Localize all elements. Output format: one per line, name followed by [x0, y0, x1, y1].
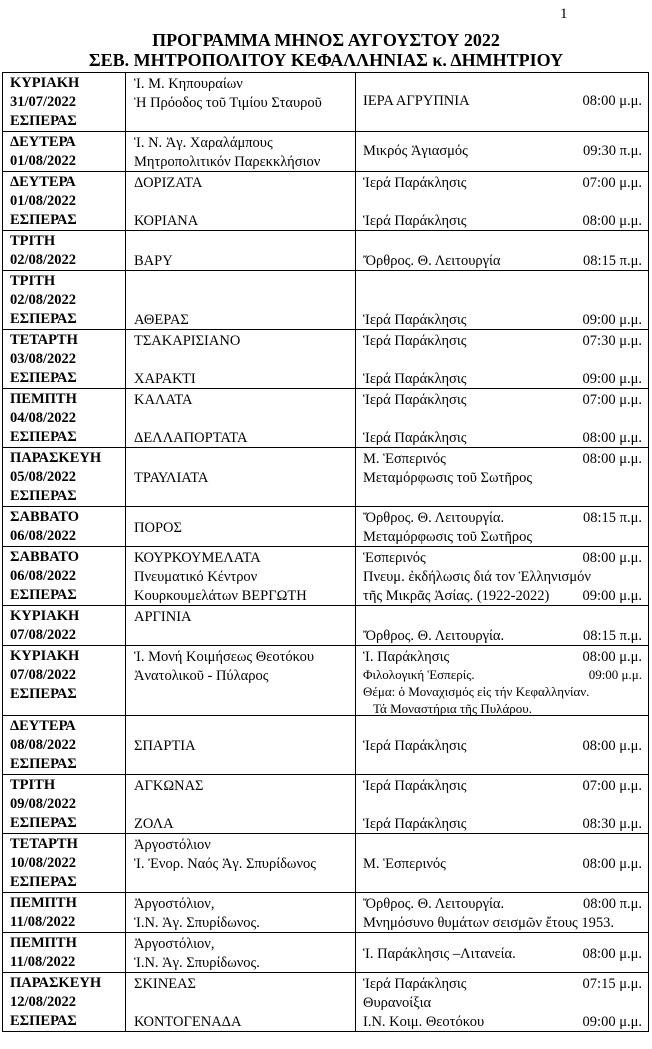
event-description: Ἱ. Παράκλησις –Λιτανεία. — [363, 945, 516, 962]
event-description: Ἱερά Παράκλησις — [363, 333, 467, 349]
weekday: ΠΑΡΑΣΚΕΥΗ — [10, 450, 102, 466]
place-line: ΤΡΑΥΛΙΑΤΑ — [134, 470, 209, 486]
day-cell — [3, 547, 126, 606]
event-line — [363, 855, 642, 874]
event-time: 08:00 μ.μ. — [582, 649, 642, 665]
event-time: 08:30 μ.μ. — [582, 816, 642, 832]
place-cell — [126, 893, 356, 933]
place-cell — [126, 646, 356, 716]
document-title: ΠΡΟΓΡΑΜΜΑ ΜΗΝΟΣ ΑΥΓΟΥΣΤΟΥ 2022 — [152, 30, 500, 50]
weekday: ΤΡΙΤΗ — [10, 777, 56, 793]
date: 10/08/2022 — [10, 855, 77, 871]
weekday: ΤΡΙΤΗ — [10, 273, 56, 289]
date: 06/08/2022 — [10, 528, 77, 544]
day-cell — [3, 73, 126, 132]
place-cell — [126, 172, 356, 231]
event-line — [363, 311, 642, 330]
event-cell — [356, 389, 649, 448]
day-cell — [3, 507, 126, 547]
schedule-row — [3, 834, 649, 893]
date: 02/08/2022 — [10, 292, 77, 308]
evening-label: ΕΣΠΕΡΑΣ — [10, 587, 77, 603]
event-time: 08:00 π.μ. — [583, 896, 642, 912]
event-description: Ἱερά Παράκλησις — [363, 430, 467, 446]
evening-label: ΕΣΠΕΡΑΣ — [10, 429, 77, 445]
schedule-row — [3, 893, 649, 933]
day-cell — [3, 933, 126, 973]
event-time: 09:00 μ.μ. — [582, 1014, 642, 1030]
date: 07/08/2022 — [10, 627, 77, 643]
place-cell — [126, 330, 356, 389]
place-cell — [126, 775, 356, 834]
event-line — [363, 391, 642, 410]
event-line — [363, 549, 642, 568]
schedule-row — [3, 448, 649, 507]
event-description: Ἱερά Παράκλησις — [363, 371, 467, 387]
place-line: ΖΟΛΑ — [134, 816, 174, 832]
event-line — [363, 174, 642, 193]
event-cell — [356, 271, 649, 330]
evening-label: ΕΣΠΕΡΑΣ — [10, 686, 77, 702]
date: 02/08/2022 — [10, 252, 77, 268]
event-description: Ἱερά Παράκλησις — [363, 175, 467, 191]
event-description: Ι.Ν. Κοιμ. Θεοτόκου — [363, 1014, 485, 1030]
place-line: ΧΑΡΑΚΤΙ — [134, 371, 196, 387]
day-cell — [3, 973, 126, 1032]
event-time: 08:00 μ.μ. — [582, 550, 642, 566]
event-description: Ἱερά Παράκλησις — [363, 213, 467, 229]
evening-label: ΕΣΠΕΡΑΣ — [10, 1013, 77, 1029]
day-cell — [3, 834, 126, 893]
event-cell — [356, 775, 649, 834]
date: 03/08/2022 — [10, 351, 77, 367]
event-description: Ὄρθρος. Θ. Λειτουργία. — [363, 628, 505, 644]
event-cell — [356, 547, 649, 606]
event-time: 07:00 μ.μ. — [582, 778, 642, 794]
schedule-row — [3, 73, 649, 132]
event-line — [363, 777, 642, 796]
day-cell — [3, 606, 126, 646]
date: 09/08/2022 — [10, 796, 77, 812]
event-line — [363, 914, 642, 933]
place-line: ΚΑΛΑΤΑ — [134, 392, 193, 408]
event-line — [363, 509, 642, 528]
event-description: ΙΕΡΑ ΑΓΡΥΠΝΙΑ — [363, 93, 470, 109]
weekday: ΤΕΤΑΡΤΗ — [10, 836, 78, 852]
place-line: Ἱ. Μονή Κοιμήσεως Θεοτόκου — [134, 649, 315, 665]
place-line: ΣΚΙΝΕΑΣ — [134, 976, 196, 992]
event-line — [363, 945, 642, 964]
place-line: Ἱ.Ν. Ἁγ. Σπυρίδωνος. — [134, 955, 260, 971]
event-line — [363, 627, 642, 646]
event-time: 07:00 μ.μ. — [582, 175, 642, 191]
weekday: ΣΑΒΒΑΤΟ — [10, 549, 80, 565]
place-line: ΚΟΡΙΑΝΑ — [134, 213, 199, 229]
event-time: 08:15 π.μ. — [583, 253, 642, 269]
event-description: Μικρός Ἁγιασμός — [363, 143, 468, 159]
place-cell — [126, 448, 356, 507]
event-line — [363, 469, 642, 488]
event-cell — [356, 448, 649, 507]
place-line: Ἱ. Ν. Ἁγ. Χαραλάμπους — [134, 135, 273, 151]
event-description: Ὄρθρος. Θ. Λειτουργία. — [363, 896, 505, 912]
place-line: ΑΘΕΡΑΣ — [134, 312, 189, 328]
evening-label: ΕΣΠΕΡΑΣ — [10, 212, 77, 228]
event-description: Θυρανοίξια — [363, 995, 432, 1011]
evening-label: ΕΣΠΕΡΑΣ — [10, 874, 77, 890]
event-time: 08:15 π.μ. — [583, 628, 642, 644]
place-line: ΚΟΥΡΚΟΥΜΕΛΑΤΑ — [134, 550, 261, 566]
event-description: τῆς Μικρᾶς Ἀσίας. (1922-2022) — [363, 588, 550, 604]
event-description: Ἱ. Παράκλησις — [363, 649, 450, 665]
event-time: 09:00 μ.μ. — [582, 312, 642, 328]
event-description: Ἱερά Παράκλησις — [363, 312, 467, 328]
day-cell — [3, 172, 126, 231]
weekday: ΠΕΜΠΤΗ — [10, 391, 77, 407]
date: 11/08/2022 — [10, 914, 76, 930]
schedule-row — [3, 271, 649, 330]
weekday: ΣΑΒΒΑΤΟ — [10, 509, 80, 525]
event-description: Ἱερά Παράκλησις — [363, 738, 467, 754]
event-line — [363, 1013, 642, 1032]
schedule-row — [3, 132, 649, 172]
event-time: 08:00 μ.μ. — [582, 451, 642, 467]
schedule-row — [3, 330, 649, 389]
schedule-row — [3, 973, 649, 1032]
event-description: Τά Μοναστήρια τῆς Πυλάρου. — [373, 701, 532, 716]
place-line: Κουρκουμελάτων ΒΕΡΓΩΤΗ — [134, 588, 307, 604]
event-time: 08:00 μ.μ. — [582, 945, 642, 962]
event-description: Ἱερά Παράκλησις — [363, 816, 467, 832]
event-time: 08:00 μ.μ. — [582, 738, 642, 754]
place-line: ΠΟΡΟΣ — [134, 519, 182, 536]
weekday: ΚΥΡΙΑΚΗ — [10, 608, 80, 624]
place-line: ΣΠΑΡΤΙΑ — [134, 738, 196, 754]
date: 05/08/2022 — [10, 469, 77, 485]
day-cell — [3, 775, 126, 834]
place-line: Ἀργοστόλιον, — [134, 896, 215, 912]
schedule-row — [3, 933, 649, 973]
evening-label: ΕΣΠΕΡΑΣ — [10, 113, 77, 129]
day-cell — [3, 893, 126, 933]
day-cell — [3, 646, 126, 716]
place-line: Ἱ.Ν. Ἁγ. Σπυρίδωνος. — [134, 915, 260, 931]
event-line — [363, 975, 642, 994]
place-line: Μητροπολιτικόν Παρεκκλήσιον — [134, 154, 321, 170]
weekday: ΠΕΜΠΤΗ — [10, 935, 77, 951]
event-description: Μεταμόρφωσις τοῦ Σωτῆρος — [363, 529, 533, 545]
event-cell — [356, 132, 649, 172]
event-line — [363, 895, 642, 914]
place-cell — [126, 73, 356, 132]
date: 31/07/2022 — [10, 94, 77, 110]
place-line: ΚΟΝΤΟΓΕΝΑΔΑ — [134, 1014, 242, 1030]
place-line: ΑΓΚΩΝΑΣ — [134, 778, 204, 794]
event-line — [363, 252, 642, 271]
event-line — [363, 587, 642, 606]
event-description: Ὄρθρος. Θ. Λειτουργία. — [363, 510, 505, 526]
place-line: ΒΑΡΥ — [134, 253, 173, 269]
event-description: Πνευμ. ἐκδήλωσις διά τον Ἑλληνισμόν — [363, 569, 591, 585]
weekday: ΤΕΤΑΡΤΗ — [10, 332, 78, 348]
event-line — [363, 737, 642, 756]
event-cell — [356, 834, 649, 893]
event-line — [363, 450, 642, 469]
date: 08/08/2022 — [10, 737, 77, 753]
place-line: Ἡ Πρόοδος τοῦ Τιμίου Σταυροῦ — [134, 95, 322, 111]
date: 07/08/2022 — [10, 667, 77, 683]
event-time: 08:00 μ.μ. — [582, 93, 642, 109]
weekday: ΔΕΥΤΕΡΑ — [10, 718, 76, 734]
schedule-row — [3, 389, 649, 448]
date: 01/08/2022 — [10, 193, 77, 209]
event-cell — [356, 716, 649, 775]
event-time: 07:30 μ.μ. — [582, 333, 642, 349]
event-line — [363, 528, 642, 547]
event-description: Ὄρθρος. Θ. Λειτουργία — [363, 253, 501, 269]
event-time: 09:30 π.μ. — [583, 143, 642, 159]
evening-label: ΕΣΠΕΡΑΣ — [10, 311, 77, 327]
event-time: 07:15 μ.μ. — [582, 976, 642, 992]
event-line — [363, 142, 642, 161]
date: 04/08/2022 — [10, 410, 77, 426]
place-cell — [126, 547, 356, 606]
event-time: 09:00 μ.μ. — [582, 371, 642, 387]
place-line: Ἱ. Ἐνορ. Ναός Ἁγ. Σπυρίδωνος — [134, 856, 317, 872]
place-line: Ἀργοστόλιον — [134, 837, 211, 853]
place-line: ΑΡΓΙΝΙΑ — [134, 609, 192, 625]
schedule-row — [3, 716, 649, 775]
place-cell — [126, 389, 356, 448]
event-line — [363, 994, 642, 1013]
event-cell — [356, 973, 649, 1032]
date: 06/08/2022 — [10, 568, 77, 584]
event-cell — [356, 172, 649, 231]
place-line: Ἀργοστόλιον, — [134, 936, 215, 952]
event-line — [363, 332, 642, 351]
event-cell — [356, 73, 649, 132]
event-cell — [356, 933, 649, 973]
event-description: Ἱερά Παράκλησις — [363, 778, 467, 794]
event-description: Ἱερά Παράκλησις — [363, 976, 467, 992]
evening-label: ΕΣΠΕΡΑΣ — [10, 815, 77, 831]
event-description: Μ. Ἑσπερινός — [363, 856, 446, 872]
day-cell — [3, 716, 126, 775]
weekday: ΠΑΡΑΣΚΕΥΗ — [10, 975, 102, 991]
day-cell — [3, 231, 126, 271]
weekday: ΠΕΜΠΤΗ — [10, 895, 77, 911]
date: 11/08/2022 — [10, 954, 76, 970]
event-time: 09:00 μ.μ. — [582, 588, 642, 604]
evening-label: ΕΣΠΕΡΑΣ — [10, 756, 77, 772]
place-cell — [126, 132, 356, 172]
event-cell — [356, 330, 649, 389]
event-time: 07:00 μ.μ. — [582, 392, 642, 408]
event-cell — [356, 507, 649, 547]
schedule-row — [3, 775, 649, 834]
place-cell — [126, 973, 356, 1032]
event-cell — [356, 893, 649, 933]
weekday: ΚΥΡΙΑΚΗ — [10, 648, 80, 664]
schedule-row — [3, 172, 649, 231]
day-cell — [3, 448, 126, 507]
event-line — [363, 370, 642, 389]
event-time: 08:15 π.μ. — [583, 510, 642, 526]
place-cell — [126, 716, 356, 775]
weekday: ΔΕΥΤΕΡΑ — [10, 134, 76, 150]
place-line: ΤΣΑΚΑΡΙΣΙΑΝΟ — [134, 333, 241, 349]
day-cell — [3, 271, 126, 330]
event-line — [363, 92, 642, 111]
event-time: 08:00 μ.μ. — [582, 856, 642, 872]
event-line — [363, 212, 642, 231]
schedule-row — [3, 646, 649, 716]
date: 12/08/2022 — [10, 994, 77, 1010]
event-line — [363, 568, 642, 587]
schedule-table — [2, 72, 649, 1032]
place-line: Ἱ. Μ. Κηπουραίων — [134, 76, 243, 92]
day-cell — [3, 132, 126, 172]
event-description: Μ. Ἑσπερινός — [363, 451, 446, 467]
schedule-row — [3, 507, 649, 547]
place-line: Πνευματικό Κέντρον — [134, 569, 258, 585]
schedule-row — [3, 606, 649, 646]
event-description: Θέμα: ὁ Μοναχισμός εἰς τήν Κεφαλληνίαν. — [363, 684, 590, 699]
place-cell — [126, 507, 356, 547]
place-line: ΔΕΛΛΑΠΟΡΤΑΤΑ — [134, 430, 248, 446]
event-cell — [356, 646, 649, 716]
event-cell — [356, 606, 649, 646]
place-line: ΔΟΡΙΖΑΤΑ — [134, 175, 203, 191]
place-cell — [126, 933, 356, 973]
event-line — [363, 429, 642, 448]
place-cell — [126, 834, 356, 893]
date: 01/08/2022 — [10, 153, 77, 169]
place-cell — [126, 231, 356, 271]
event-description: Ἑσπερινός — [363, 550, 426, 566]
day-cell — [3, 330, 126, 389]
event-time: 09:00 μ.μ. — [588, 667, 642, 682]
weekday: ΔΕΥΤΕΡΑ — [10, 174, 76, 190]
place-line: Ἀνατολικοῦ - Πύλαρος — [134, 668, 269, 684]
evening-label: ΕΣΠΕΡΑΣ — [10, 488, 77, 504]
schedule-row — [3, 547, 649, 606]
event-description: Φιλολογική Ἑσπερίς. — [363, 667, 475, 682]
weekday: ΤΡΙΤΗ — [10, 233, 56, 249]
event-description: Μνημόσυνο θυμάτων σεισμῶν ἔτους 1953. — [363, 915, 614, 931]
place-cell — [126, 271, 356, 330]
event-description: Ἱερά Παράκλησις — [363, 392, 467, 408]
place-cell — [126, 606, 356, 646]
event-cell — [356, 231, 649, 271]
event-time: 08:00 μ.μ. — [582, 430, 642, 446]
schedule-row — [3, 231, 649, 271]
weekday: ΚΥΡΙΑΚΗ — [10, 75, 80, 91]
evening-label: ΕΣΠΕΡΑΣ — [10, 370, 77, 386]
page-number: 1 — [560, 6, 568, 22]
event-time: 08:00 μ.μ. — [582, 213, 642, 229]
event-description: Μεταμόρφωσις τοῦ Σωτῆρος — [363, 470, 533, 486]
day-cell — [3, 389, 126, 448]
document-subtitle: ΣΕΒ. ΜΗΤΡΟΠΟΛΙΤΟΥ ΚΕΦΑΛΛΗΝΙΑΣ κ. ΔΗΜΗΤΡΙΟΥ — [88, 50, 564, 70]
event-line — [363, 815, 642, 834]
